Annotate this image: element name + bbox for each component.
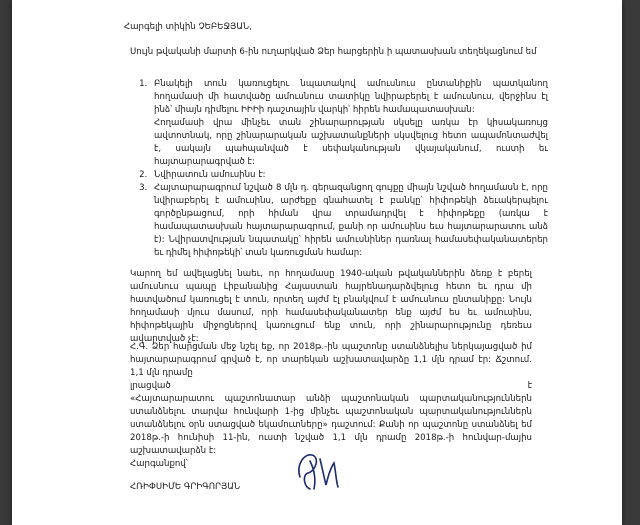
postscript-right-word: է xyxy=(527,381,532,391)
handwritten-signature xyxy=(290,447,342,493)
postscript-paragraph xyxy=(130,341,532,458)
answer-list xyxy=(134,78,548,260)
postscript-rest: «Հայտարարատու պաշտոնատար անձի պաշտոնական պարտականություններն ստանձնելու տարվա հունվարի 1-ից մինչեւ պաշտոնական պարտականություններն ստանձնելու օրն ստացված եկամուտները» դաշտում: Քանի որ պաշտոնը ստանձնել եմ 2018թ.-ի հունիսի 11-ին, ուստի նշված 1,1 մլն դրամը 2018թ.-ի հունվար-մայիս աշխատավարձն է: xyxy=(130,394,532,456)
postscript-line-1: Հ.Գ. Ձեր հարցման մեջ նշել եք, որ 2018թ.-ին պաշտոնը ստանձնելիս ներկայացված իմ հայտարարագրում գրված է, որ տարեկան աշխատավարձը 1,1 մլն դրամ էր: Ճշտում. 1,1 մլն դրամը xyxy=(130,342,532,378)
answer-item-1 xyxy=(150,78,548,169)
signer-name: ՀՌԻՓՍԻՄԵ ԳՐԻԳՈՐՅԱՆ xyxy=(130,482,241,492)
body-paragraph-1: Կարող եմ ավելացնել նաեւ, որ հողամասը 1940-ական թվականներին ձեռք է բերել ամուսնուս պապը Լիբանանից Հայաստան հայրենադարձվելուց հետո եւ դրա մի հատվածում կառուցել է տուն, որտեղ այժմ էլ բնակվում է ամուսնուս ընտանիքը: Նույն հողամասի մյուս մասում, որի համասեփականատեր ենք այժմ ես եւ ամուսինս, հիփոթեկային միջոցներով կառուցում ենք տուն, որի շինարարությունը դեռեւս ավարտված չէ: xyxy=(130,269,532,344)
document-page xyxy=(12,0,622,525)
answer-item-2-text: Նվիրատուն ամուսինս է: xyxy=(154,170,266,180)
answer-item-2 xyxy=(150,169,548,182)
intro-paragraph: Սույն թվականի մարտի 6-ին ուղարկված Ձեր հարցերին ի պատասխան տեղեկացնում եմ xyxy=(130,47,537,57)
salutation: Հարգելի տիկին ՉԵԲԵՋՅԱՆ, xyxy=(124,22,252,32)
postscript-left-word: լրացված xyxy=(130,381,171,391)
answer-item-3-text: Հայտարարագրում նշված 8 մլն դ. գերազանցող գույքը միայն նշված հողամասն է, որը նվիրաբերել է ամուսինս, արժեքը գնահատել է բանկը՝ հիփոթեկի ձեւակերպելու գործընթացում, որի հիման վրա տրամադրվել է հիփոթեքը (առկա է համապատասխան հայտարարագրում, քանի որ ամուսինս եւս հայտարարատու անձ է): Նվիրատվության նպատակը՝ հիրեն ամուսնիներ դառնալ համասեփականատերեր եւ դիմել հիփոթեկի՝ տան կառուցման համար: xyxy=(154,183,548,258)
answer-item-3 xyxy=(150,182,548,260)
answer-item-1-note: Հողամասի վրա մինչեւ տան շինարարության սկսելը առկա էր կիսակառույց ավտոտնակ, որը շինարարական աշխատանքների սկսվելուց հետո ապամոնտաժվել է, սակայն պահպանված է սեփականության վկայականում, ուստի եւ հայտարարագրված է: xyxy=(154,118,548,167)
answer-item-1-text: Բնակելի տուն կառուցելու նպատակով ամուսնուս ընտանիքին պատկանող հողամասի մի հատվածը ամուսնուս տատիկը նվիրաբերել է ամուսնուս, վերջինս էլ ինձ՝ միայն դիմելու ԻԻԻի դաշտային վարկի՝ հիրեն համապատասխան: xyxy=(154,79,548,115)
postscript-split-line xyxy=(130,380,532,393)
closing: Հարգանքով՝ xyxy=(130,459,188,469)
